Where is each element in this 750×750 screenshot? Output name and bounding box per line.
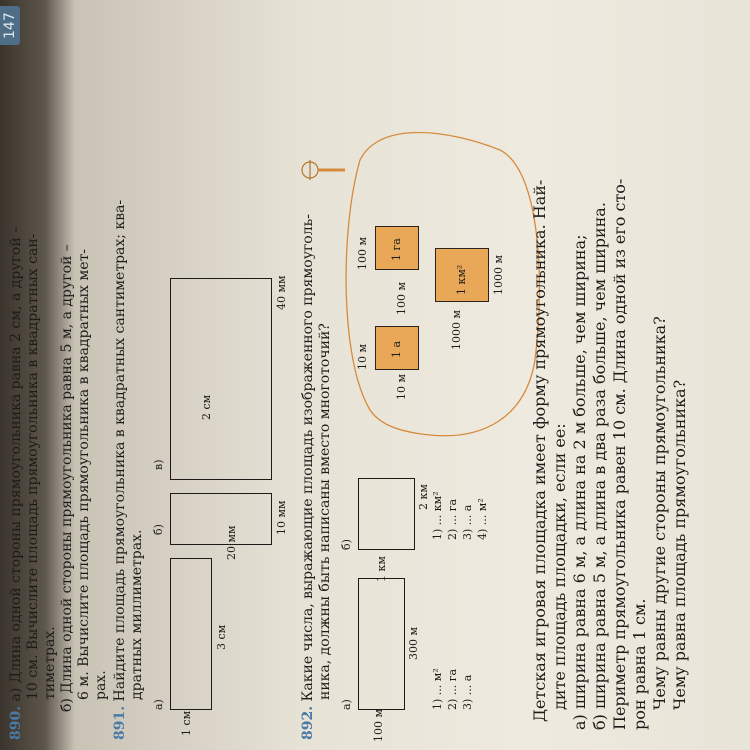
fig-892b-options <box>430 491 490 540</box>
fig-892b-rect <box>358 478 415 550</box>
fig-892b-option-1: 1) ... км² <box>431 491 444 540</box>
legend-sq2-label: 1 га <box>390 238 403 261</box>
task-890-number: 890. <box>8 705 24 740</box>
fig-892b-option-4: 4) ... м² <box>476 498 489 540</box>
fig-892b-option-3: 3) ... а <box>461 504 474 540</box>
task-890 <box>8 226 110 740</box>
task-893-c1: Периметр прямоугольника равен 10 см. Длина одной из его сто- <box>610 178 629 730</box>
fig-892a-option-2: 2) ... га <box>446 668 459 710</box>
fig-891a-letter: а) <box>152 699 165 710</box>
legend-sq3-side: 1000 м <box>450 309 463 350</box>
task-892-line1: Какие числа, выражающие площадь изображенного прямоуголь- <box>300 214 316 702</box>
fig-892a-bottom: 300 м <box>407 626 420 660</box>
task-893 <box>530 179 690 740</box>
task-890-a-line3: тиметрах. <box>42 626 58 700</box>
task-892 <box>300 214 334 740</box>
legend-sq1-top: 10 м <box>356 343 369 370</box>
task-890-b-line2: 6 м. Вычислите площадь прямоугольника в квадратных мет- <box>76 248 92 700</box>
task-892-number: 892. <box>300 705 316 740</box>
legend-sq1-side: 10 м <box>395 373 408 400</box>
fig-892b-side: 1 км <box>375 556 388 582</box>
legend-sq1-label: 1 а <box>390 340 403 358</box>
task-890-b-line1: б) Длина одной стороны прямоугольника равна 5 м, а другой – <box>59 244 75 712</box>
fig-892b-letter: б) <box>340 539 353 550</box>
task-893-a: а) ширина равна 6 м, а длина на 2 м больше, чем ширина; <box>570 234 589 730</box>
fig-891b-bottom: 10 мм <box>275 500 288 535</box>
task-891-line2: дратных миллиметрах. <box>129 529 145 700</box>
pencil-doodle-icon <box>290 150 350 190</box>
task-890-a-line1: а) Длина одной стороны прямоугольника равна 2 см, а другой – <box>8 225 24 702</box>
fig-892a-letter: а) <box>340 699 353 710</box>
task-891-number: 891. <box>112 705 128 740</box>
fig-891c-letter: в) <box>152 459 165 470</box>
task-891-line1: Найдите площадь прямоугольника в квадратных сантиметрах; ква- <box>112 199 128 702</box>
legend-sq2-side: 100 м <box>395 281 408 315</box>
fig-892b-option-2: 2) ... га <box>446 498 459 540</box>
task-893-c2: рон равна 1 см. <box>630 598 649 730</box>
task-892-line2: ника, должны быть написаны вместо многоточий? <box>317 323 333 700</box>
legend-sq3-label: 1 км² <box>455 264 468 295</box>
legend-sq3-bottom: 1000 м <box>492 254 505 295</box>
fig-891c-side: 2 см <box>200 394 213 420</box>
fig-892b-bottom: 2 км <box>417 484 430 510</box>
task-893-q2: Чему равна площадь прямоугольника? <box>670 379 689 710</box>
fig-891b-side: 20 мм <box>225 525 238 560</box>
task-893-b: б) ширина равна 5 м, а длина в два раза больше, чем ширина. <box>590 202 609 730</box>
fig-892a-option-3: 3) ... а <box>461 674 474 710</box>
task-891 <box>112 200 146 740</box>
page-number: 147 <box>2 12 18 39</box>
fig-891a-side: 1 см <box>180 710 193 736</box>
task-893-q1: Чему равны другие стороны прямоугольника? <box>650 316 669 710</box>
task-893-line1: Детская игровая площадка имеет форму прямоугольника. Най- <box>530 179 549 722</box>
fig-891b-rect <box>170 493 272 545</box>
fig-891a-bottom: 3 см <box>215 624 228 650</box>
fig-891c-rect <box>170 278 272 480</box>
fig-891b-letter: б) <box>152 524 165 535</box>
task-890-a-line2: 10 см. Вычислите площадь прямоугольника в квадратных сан- <box>25 233 41 700</box>
page-number-tab <box>0 6 20 45</box>
fig-892a-options <box>430 668 475 710</box>
fig-892a-rect <box>358 578 405 710</box>
task-893-line2: дите площадь площадки, если ее: <box>550 423 569 710</box>
task-890-b-line3: рах. <box>93 670 109 700</box>
fig-891a-rect <box>170 558 212 710</box>
fig-891c-bottom: 40 мм <box>275 275 288 310</box>
fig-892a-option-1: 1) ... м² <box>431 668 444 710</box>
fig-892a-side: 100 м <box>372 708 385 742</box>
legend-sq2-top: 100 м <box>356 236 369 270</box>
